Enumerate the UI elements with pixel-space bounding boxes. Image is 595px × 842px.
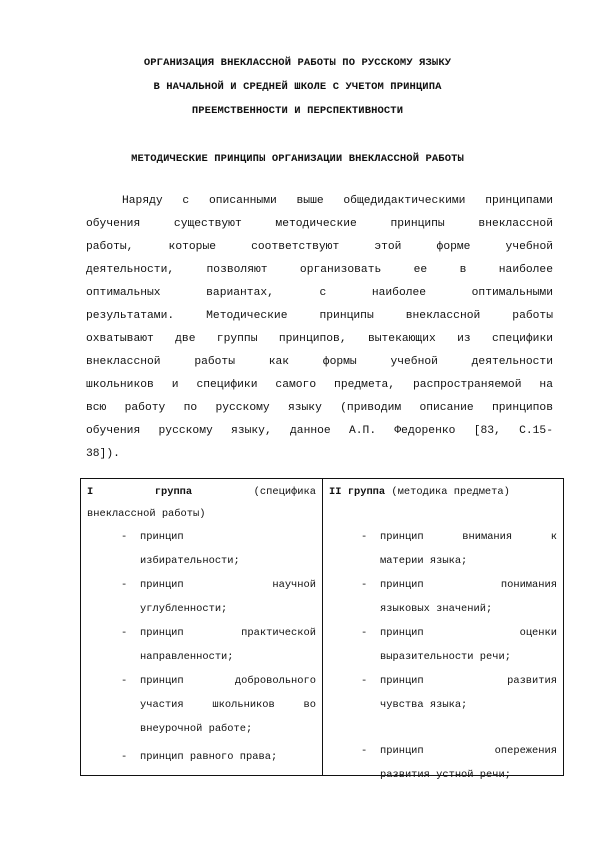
table-column-group-1: [81, 479, 323, 775]
group-2-number: II: [329, 486, 342, 498]
list-item: - принцип научной углубленности;: [121, 579, 316, 615]
list-item: - принцип добровольного участия школьников во внеурочной работе;: [121, 675, 316, 735]
paragraph-line: 38]).: [86, 448, 120, 460]
list-item: - принцип внимания к материи языка;: [361, 531, 557, 567]
group-2-header: [329, 481, 557, 503]
document-title-line-2: В НАЧАЛЬНОЙ И СРЕДНЕЙ ШКОЛЕ С УЧЕТОМ ПРИНЦИПА: [153, 81, 442, 93]
list-item: - принцип понимания языковых значений;: [361, 579, 557, 615]
list-item: - принцип равного права;: [121, 751, 278, 763]
paragraph-line: охватывают две группы принципов, вытекающих из специфики: [86, 333, 553, 345]
list-item: - принцип оценки выразительности речи;: [361, 627, 557, 663]
paragraph-line: работы, которые соответствуют этой форме учебной: [86, 241, 553, 253]
group-1-list: [87, 525, 316, 769]
group-2-list: [329, 525, 557, 787]
paragraph-line: обучения существуют методические принципы внеклассной: [86, 218, 553, 230]
group-1-desc-cont: внеклассной работы): [87, 508, 206, 520]
paragraph-line: деятельности, позволяют организовать ее в наиболее: [86, 264, 553, 276]
group-1-desc: (специфика: [253, 486, 316, 498]
principles-table: [80, 478, 564, 781]
paragraph-line: обучения русскому языку, данное А.П. Федоренко [83, С.15-: [86, 425, 553, 437]
document-title-line-3: ПРЕЕМСТВЕННОСТИ И ПЕРСПЕКТИВНОСТИ: [191, 105, 404, 117]
group-1-header: [87, 481, 316, 525]
paragraph-line: школьников и специфики самого предмета, распространяемой на: [86, 379, 553, 391]
list-item: - принцип избирательности;: [121, 531, 240, 567]
list-item: - принцип практической направленности;: [121, 627, 316, 663]
body-paragraph: [86, 190, 553, 466]
paragraph-line: всю работу по русскому языку (приводим описание принципов: [86, 402, 553, 414]
group-1-word: группа: [154, 486, 193, 498]
group-2-desc: (методика предмета): [391, 486, 510, 498]
list-item: - принцип развития чувства языка;: [361, 675, 557, 711]
group-2-word: группа: [347, 486, 386, 498]
paragraph-line: Наряду с описанными выше общедидактическими принципами: [122, 195, 553, 207]
group-1-number: I: [87, 486, 94, 498]
document-title-line-1: ОРГАНИЗАЦИЯ ВНЕКЛАССНОЙ РАБОТЫ ПО РУССКОМУ ЯЗЫКУ: [143, 57, 452, 69]
table-column-group-2: [323, 479, 563, 781]
paragraph-line: внеклассной работы как формы учебной деятельности: [86, 356, 553, 368]
section-heading: МЕТОДИЧЕСКИЕ ПРИНЦИПЫ ОРГАНИЗАЦИИ ВНЕКЛАССНОЙ РАБОТЫ: [131, 153, 464, 165]
paragraph-line: результатами. Методические принципы внеклассной работы: [86, 310, 553, 322]
list-item: - принцип опережения развития устной речи;: [361, 745, 557, 781]
paragraph-line: оптимальных вариантах, с наиболее оптимальными: [86, 287, 553, 299]
